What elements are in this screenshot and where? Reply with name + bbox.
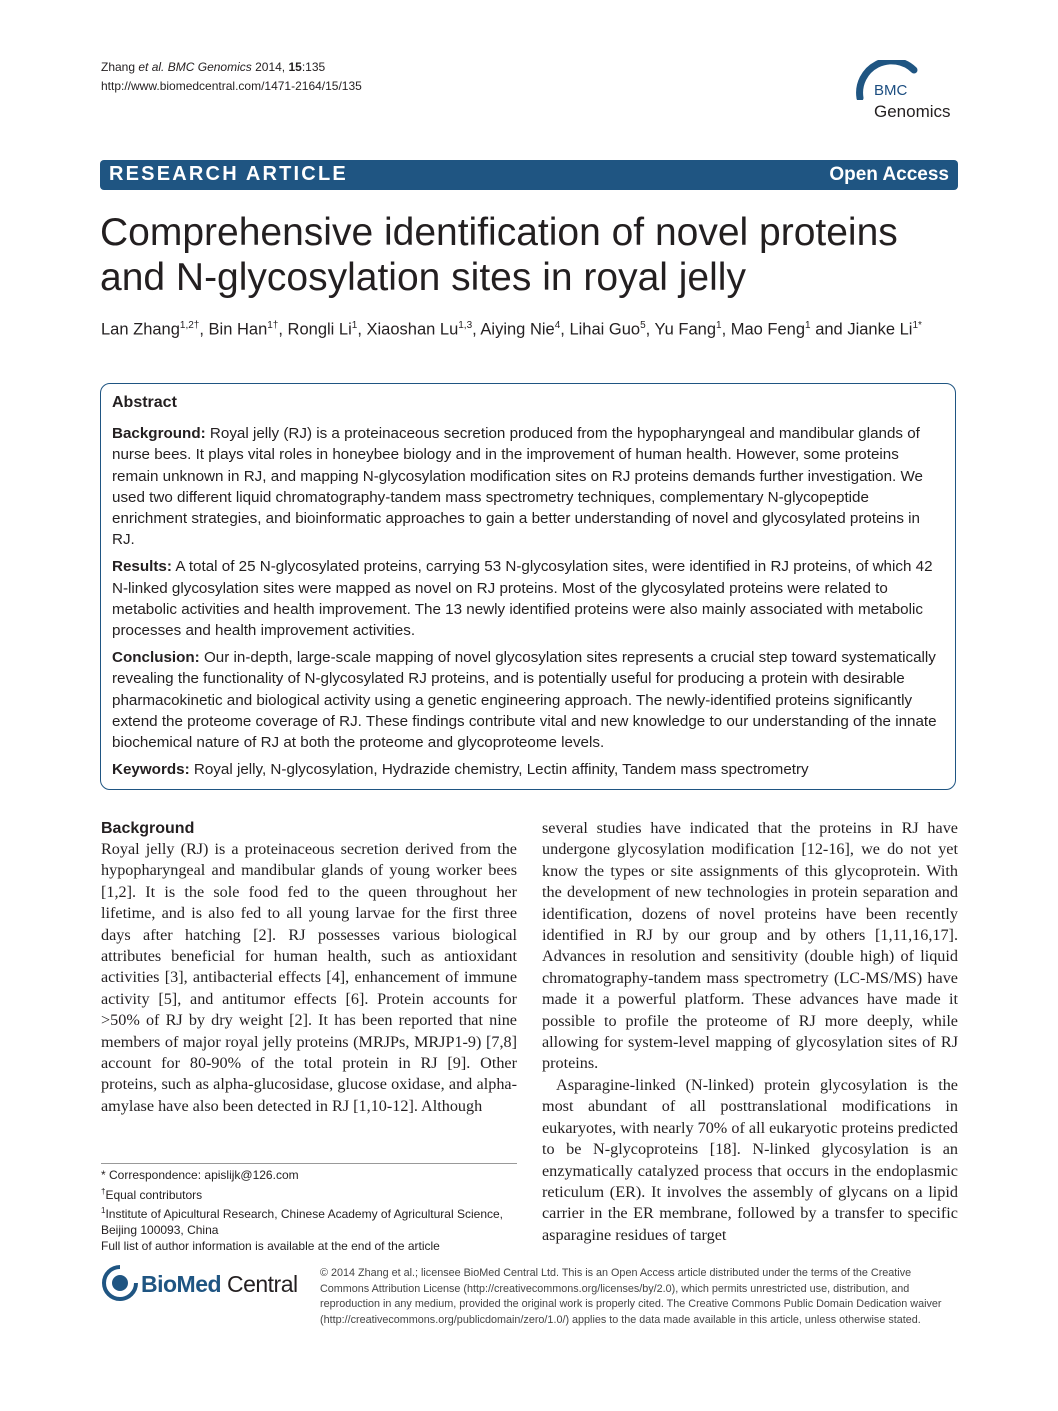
abstract-results-text: A total of 25 N-glycosylated proteins, carrying 53 N-glycosylation sites, were identified in RJ proteins, of which 42 N-linked glycosylation sites were mapped as novel on RJ proteins. Most of the glycosylated proteins were related to metabolic activities and health improvement. The 13 newly identified proteins were also mainly associated with metabolic processes and health improvement activities. [112, 558, 933, 640]
biomed-logo-text [141, 1271, 298, 1298]
author-affiliation-mark: 1† [267, 320, 279, 331]
correspondence-note: * Correspondence: apislijk@126.com [101, 1168, 299, 1182]
body-paragraph: Royal jelly (RJ) is a proteinaceous secretion derived from the hypopharyngeal and mandibular glands of young worker bees [1,2]. It is the sole food fed to the queen throughout her lifetime, and is also fed to all young larvae for the first three days after hatching [2]. RJ possesses various biological attributes beneficial for human health, such as antioxidant activities [3], antibacterial effects [4], enhancement of immune activity [5], and antitumor effects [6]. Protein accounts for >50% of RJ by dry weight [2]. It has been reported that nine members of major royal jelly proteins (MRJPs, MRJP1-9) [7,8] account for 80-90% of the total protein in RJ [9]. Other proteins, such as alpha-glucosidase, glucose oxidase, and alpha-amylase have also been detected in RJ [1,10-12]. Although [101, 840, 517, 1115]
bmc-logo-line2: Genomics [874, 102, 951, 121]
abstract-keywords-label: Keywords: [112, 761, 190, 779]
author-affiliation-mark: 5 [640, 320, 646, 331]
abstract-content [112, 392, 944, 786]
author-affiliation-mark: 1 [805, 320, 811, 331]
body-column-left [101, 818, 517, 1117]
bmc-logo-line1: BMC [874, 82, 908, 99]
abstract-conclusion [112, 647, 944, 753]
author-affiliation-mark: 1* [912, 320, 922, 331]
body-paragraph: Asparagine-linked (N-linked) protein glycosylation is the most abundant of all posttranslational modifications in eukaryotes, with nearly 70% of all eukaryotic proteins predicted to be N-glycoproteins [18]. N-linked glycosylation is an enzymatically catalyzed process that occurs in the endoplasmic reticulum (ER). It involves the assembly of glycans on a lipid carrier in the ER membrane, followed by a transfer to specific asparagine residues of target [542, 1075, 958, 1244]
body-column-right [542, 818, 958, 1246]
section-heading-background: Background [101, 820, 195, 837]
citation-volume: 15 [288, 60, 302, 74]
citation-page: :135 [301, 60, 326, 74]
author-affiliation-mark: 1,3 [458, 320, 473, 331]
abstract-box [100, 383, 956, 790]
article-type-label: RESEARCH ARTICLE [109, 163, 348, 185]
biomed-logo-bold: BioMed [141, 1271, 222, 1297]
citation-author: Zhang [101, 60, 136, 74]
author-list: Lan Zhang$^{1,2\dagger}$, Bin Han$^{1\dagger}$, Rongli Li$^1$, Xiaoshan Lu$^{1,3}$, Aiying Nie$^4$, Lihai Guo$^5$, Yu Fang$^1$, Mao Feng$^1$ and Jianke $Li^{1*}$ [101, 320, 922, 339]
license-text: © 2014 Zhang et al.; licensee BioMed Central Ltd. This is an Open Access article distributed under the terms of the Creative Commons Attribution License (http://creativecommons.org/licenses/by/2.0), which permits unrestricted use, distribution, and reproduction in any medium, provided the original work is properly cited. The Creative Commons Public Domain Dedication waiver (http://creativecommons.org/publicdomain/zero/1.0/) applies to the data made available in this article, unless otherwise stated. [320, 1267, 942, 1326]
author-name: Jianke Li [847, 320, 913, 339]
article-title: Comprehensive identification of novel proteins and N-glycosylation sites in royal jelly [100, 211, 898, 299]
author-affiliation-mark: 4 [554, 320, 561, 331]
author-name: Bin Han [208, 320, 268, 339]
biomed-circle-icon [101, 1264, 139, 1302]
citation-journal: BMC Genomics [167, 60, 252, 74]
author-name: Lihai Guo [569, 320, 641, 339]
author-affiliation-mark: 1,2† [179, 320, 200, 331]
equal-mark: † [101, 1186, 106, 1196]
full-author-info-note: Full list of author information is available at the end of the article [101, 1238, 440, 1253]
abstract-background-label: Background: [112, 425, 206, 443]
author-name: Aiying Nie [480, 320, 555, 339]
author-name: Mao Feng [730, 320, 806, 339]
affiliation-text: Institute of Apicultural Research, Chinese Academy of Agricultural Science, Beijing 100093, China [101, 1207, 503, 1238]
author-name: Rongli Li [287, 320, 352, 339]
equal-text: Equal contributors [105, 1187, 203, 1202]
biomed-logo-normal: Central [221, 1271, 298, 1297]
authors-conjunction: and [815, 320, 843, 339]
abstract-results-label: Results: [112, 558, 172, 576]
abstract-keywords [112, 759, 944, 780]
citation-etal: et al. [138, 60, 165, 74]
affiliation-note [101, 1203, 521, 1238]
abstract-heading: Abstract [112, 394, 177, 411]
article-type-banner [100, 160, 958, 190]
author-affiliation-mark: 1 [351, 320, 358, 331]
equal-contributors-note [101, 1184, 521, 1204]
author-name: Xiaoshan Lu [366, 320, 459, 339]
author-name: Lan Zhang [101, 320, 180, 339]
open-access-label: Open Access [829, 164, 949, 185]
abstract-conclusion-label: Conclusion: [112, 649, 200, 667]
citation-year: 2014, [255, 60, 286, 74]
abstract-background [112, 423, 944, 550]
abstract-background-text: Royal jelly (RJ) is a proteinaceous secretion produced from the hypopharyngeal and mandibular glands of nurse bees. It plays vital roles in honeybee biology and in the improvement of human health. However, some proteins remain unknown in RJ, and mapping N-glycosylation modification sites on RJ proteins demands further investigation. We used two different liquid chromatography-tandem mass spectrometry techniques, complementary N-glycopeptide enrichment strategies, and bioinformatic approaches to gain a better understanding of novel and glycosylated proteins in RJ. [112, 425, 923, 549]
footnote-divider [101, 1163, 517, 1164]
author-affiliation-mark: 1 [716, 320, 722, 331]
citation-line [101, 58, 362, 77]
footnotes [101, 1168, 521, 1255]
author-name: Yu Fang [654, 320, 716, 339]
bmc-genomics-logo [852, 60, 964, 132]
citation-url[interactable]: http://www.biomedcentral.com/1471-2164/15/135 [101, 79, 362, 93]
abstract-keywords-text: Royal jelly, N-glycosylation, Hydrazide chemistry, Lectin affinity, Tandem mass spectrometry [193, 761, 809, 779]
affiliation-mark: 1 [101, 1206, 106, 1216]
abstract-results [112, 556, 944, 641]
body-paragraph: several studies have indicated that the proteins in RJ have undergone glycosylation modification [12-16], we do not yet know the types or site assignments of this glycoprotein. With the development of new technologies in protein separation and identification, dozens of novel proteins have been recently identified in RJ by our group and by others [1,11,16,17]. Advances in resolution and sensitivity (double high) of liquid chromatography-tandem mass spectrometry (LC-MS/MS) have made it a powerful platform. These advances have made it possible to profile the proteome of RJ more deeply, while allowing for system-level mapping of glycosylation sites of RJ proteins. [542, 819, 958, 1073]
biomed-central-logo [101, 1264, 311, 1304]
citation-header [101, 58, 362, 96]
abstract-conclusion-text: Our in-depth, large-scale mapping of novel glycosylation sites represents a crucial step toward systematically revealing the functionality of N-glycosylated RJ proteins, and is potentially useful for producing a protein with desirable pharmacokinetic and biological activity using a genetic engineering approach. The newly-identified proteins significantly extend the proteome coverage of RJ. These findings contribute vital and new knowledge to our understanding of the innate biochemical nature of RJ at both the proteome and glycoproteome levels. [112, 649, 937, 752]
